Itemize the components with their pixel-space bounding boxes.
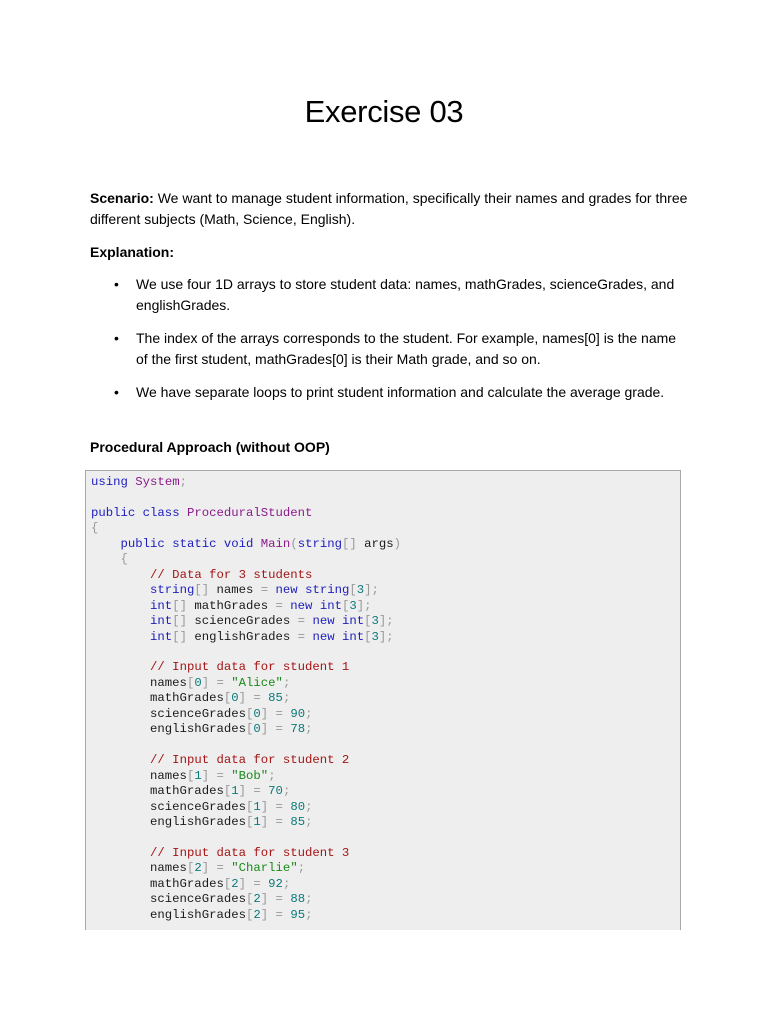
code-block[interactable] bbox=[85, 470, 681, 930]
code-line bbox=[91, 691, 290, 705]
code-token bbox=[268, 707, 275, 721]
code-token bbox=[268, 722, 275, 736]
code-token: [ bbox=[186, 768, 195, 783]
code-token: new bbox=[290, 598, 313, 613]
code-token: 88 bbox=[290, 892, 306, 907]
code-token: // Input data for student 3 bbox=[150, 845, 350, 860]
list-item bbox=[90, 274, 680, 316]
scenario-label: Scenario: bbox=[90, 190, 154, 206]
code-token: [ bbox=[186, 861, 195, 876]
code-token: = bbox=[275, 706, 283, 721]
code-token: public bbox=[91, 505, 136, 520]
code-token: [] bbox=[172, 614, 187, 629]
code-token: [ bbox=[223, 876, 232, 891]
code-line bbox=[91, 568, 312, 582]
code-token bbox=[268, 800, 275, 814]
code-token: new bbox=[312, 614, 335, 629]
code-token bbox=[91, 614, 150, 628]
code-line bbox=[91, 614, 394, 628]
code-token: ; bbox=[282, 784, 291, 799]
code-line bbox=[91, 769, 276, 783]
code-token: 1 bbox=[253, 814, 261, 829]
code-token: ; bbox=[282, 675, 291, 690]
code-token bbox=[253, 537, 260, 551]
code-token bbox=[209, 769, 216, 783]
code-token: ] bbox=[238, 691, 246, 706]
code-line bbox=[91, 861, 305, 875]
code-token: names bbox=[91, 675, 187, 690]
code-token: 0 bbox=[231, 691, 239, 706]
code-token: [ bbox=[245, 814, 254, 829]
code-token: [] bbox=[172, 629, 187, 644]
scenario-paragraph bbox=[90, 188, 690, 230]
code-token: [ bbox=[245, 722, 254, 737]
code-token bbox=[209, 676, 216, 690]
code-token: = bbox=[253, 876, 261, 891]
code-token: = bbox=[275, 907, 283, 922]
code-token: 85 bbox=[268, 691, 283, 706]
code-token: mathGrades bbox=[186, 598, 276, 613]
code-token: 2 bbox=[253, 892, 261, 907]
code-token: // Data for 3 students bbox=[150, 567, 313, 582]
code-text bbox=[86, 471, 680, 923]
code-line bbox=[91, 892, 312, 906]
list-item-text: The index of the arrays corresponds to the student. For example, names[0] is the name of the first student, mathGrades[0] is their Math grade, and so on. bbox=[136, 330, 677, 367]
code-token: ] bbox=[238, 876, 246, 891]
code-token: names bbox=[91, 768, 187, 783]
code-token: [] bbox=[172, 598, 187, 613]
code-token: = bbox=[275, 814, 283, 829]
code-token: [ bbox=[223, 784, 232, 799]
code-token: 78 bbox=[290, 722, 306, 737]
code-token: ; bbox=[305, 706, 313, 721]
code-line bbox=[91, 552, 128, 566]
code-token: [ bbox=[364, 629, 372, 644]
code-token: ( bbox=[290, 536, 298, 551]
code-token: Main bbox=[260, 536, 291, 551]
code-token bbox=[312, 599, 319, 613]
code-token: englishGrades bbox=[91, 814, 246, 829]
code-token: ] bbox=[260, 907, 269, 922]
code-line bbox=[91, 599, 372, 613]
code-token: args bbox=[356, 536, 394, 551]
code-token: string bbox=[305, 583, 350, 598]
bullet-icon: • bbox=[114, 276, 119, 292]
code-token: [ bbox=[245, 799, 254, 814]
code-token: names bbox=[209, 583, 261, 598]
code-token: ; bbox=[305, 722, 313, 737]
code-token: 1 bbox=[253, 799, 261, 814]
code-line bbox=[91, 815, 312, 829]
code-line bbox=[91, 753, 349, 767]
code-token: ] bbox=[260, 706, 269, 721]
code-token: [ bbox=[245, 706, 254, 721]
code-token bbox=[135, 506, 142, 520]
code-token: public bbox=[120, 536, 165, 551]
code-token: int bbox=[150, 598, 173, 613]
code-token: scienceGrades bbox=[91, 892, 246, 907]
code-line bbox=[91, 506, 312, 520]
code-token: = bbox=[275, 799, 283, 814]
code-token: static bbox=[172, 536, 217, 551]
code-token: ; bbox=[297, 861, 306, 876]
code-token bbox=[335, 630, 342, 644]
code-token: = bbox=[216, 675, 224, 690]
code-token: = bbox=[216, 861, 224, 876]
code-line bbox=[91, 660, 349, 674]
explanation-heading: Explanation: bbox=[90, 244, 175, 260]
code-token: = bbox=[275, 598, 283, 613]
code-line bbox=[91, 707, 312, 721]
code-token: { bbox=[91, 521, 99, 536]
code-line bbox=[91, 846, 349, 860]
code-token: "Charlie" bbox=[231, 861, 298, 876]
code-token: = bbox=[297, 629, 306, 644]
code-token: ] bbox=[201, 768, 210, 783]
code-token: 1 bbox=[231, 784, 239, 799]
code-line bbox=[91, 676, 290, 690]
code-token: englishGrades bbox=[91, 907, 246, 922]
code-token: 95 bbox=[290, 907, 306, 922]
code-line bbox=[91, 784, 290, 798]
code-token: 0 bbox=[194, 675, 202, 690]
code-token: int bbox=[150, 629, 173, 644]
code-line bbox=[91, 908, 312, 922]
code-token: [] bbox=[342, 536, 357, 551]
code-line bbox=[91, 583, 379, 597]
code-token: ; bbox=[268, 768, 276, 783]
code-token bbox=[180, 506, 187, 520]
code-token: 2 bbox=[231, 876, 239, 891]
list-item bbox=[90, 328, 680, 370]
code-token: int bbox=[341, 614, 365, 629]
code-token: new bbox=[312, 629, 335, 644]
code-token: ; bbox=[305, 907, 313, 922]
code-token: 3 bbox=[349, 598, 357, 613]
code-token: 2 bbox=[253, 907, 261, 922]
code-token: mathGrades bbox=[91, 784, 224, 799]
code-token: ; bbox=[282, 691, 291, 706]
code-line bbox=[91, 521, 98, 535]
code-token: [] bbox=[194, 583, 210, 598]
code-token: [ bbox=[245, 892, 254, 907]
code-token: [ bbox=[364, 614, 372, 629]
code-token: [ bbox=[245, 907, 254, 922]
code-token: 0 bbox=[253, 722, 261, 737]
code-token: ] bbox=[201, 861, 210, 876]
code-token: 2 bbox=[194, 861, 202, 876]
code-token: ] bbox=[260, 892, 269, 907]
code-token: ] bbox=[260, 799, 269, 814]
code-token: ]; bbox=[356, 598, 372, 613]
code-token: names bbox=[91, 861, 187, 876]
code-token bbox=[91, 537, 121, 551]
code-token: string bbox=[297, 536, 342, 551]
code-token: new bbox=[275, 583, 298, 598]
code-token bbox=[91, 660, 150, 674]
code-line bbox=[91, 877, 290, 891]
code-token: "Alice" bbox=[231, 675, 283, 690]
code-token: ] bbox=[260, 722, 269, 737]
code-token: englishGrades bbox=[186, 629, 298, 644]
code-token: // Input data for student 1 bbox=[150, 660, 350, 675]
list-item-text: We have separate loops to print student information and calculate the average grade. bbox=[136, 384, 665, 400]
code-token: = bbox=[253, 784, 261, 799]
code-token: 3 bbox=[371, 629, 379, 644]
code-line bbox=[91, 800, 312, 814]
code-token: { bbox=[120, 552, 128, 567]
code-token: int bbox=[150, 614, 173, 629]
code-token bbox=[91, 753, 150, 767]
code-token: 1 bbox=[194, 768, 202, 783]
code-token: ; bbox=[305, 814, 313, 829]
page-title: Exercise 03 bbox=[304, 94, 464, 129]
explanation-list bbox=[90, 274, 680, 415]
code-line bbox=[91, 475, 187, 489]
code-token bbox=[91, 552, 121, 566]
code-token: ]; bbox=[378, 629, 394, 644]
code-token: = bbox=[297, 614, 306, 629]
code-token: [ bbox=[186, 675, 195, 690]
code-token: scienceGrades bbox=[91, 799, 246, 814]
code-token: ]; bbox=[378, 614, 394, 629]
code-token: System bbox=[135, 475, 180, 489]
code-token: ] bbox=[201, 675, 210, 690]
code-line bbox=[91, 537, 401, 551]
code-token: int bbox=[319, 598, 342, 613]
code-token: class bbox=[142, 505, 180, 520]
code-token bbox=[268, 908, 275, 922]
code-token: [ bbox=[341, 598, 350, 613]
bullet-icon: • bbox=[114, 384, 119, 400]
bullet-icon: • bbox=[114, 330, 119, 346]
code-token bbox=[91, 846, 150, 860]
procedural-heading: Procedural Approach (without OOP) bbox=[90, 439, 330, 455]
code-line bbox=[91, 630, 394, 644]
code-token: = bbox=[275, 722, 283, 737]
code-token: englishGrades bbox=[91, 722, 246, 737]
code-token: [ bbox=[349, 583, 357, 598]
code-token bbox=[91, 599, 150, 613]
code-token bbox=[268, 815, 275, 829]
list-item-text: We use four 1D arrays to store student data: names, mathGrades, scienceGrades, and englishGrades. bbox=[136, 276, 675, 313]
code-token: ; bbox=[179, 475, 187, 489]
code-token bbox=[216, 537, 223, 551]
code-token: 3 bbox=[371, 614, 379, 629]
code-token bbox=[268, 892, 275, 906]
code-token bbox=[298, 583, 305, 597]
code-token: 70 bbox=[268, 784, 283, 799]
code-token: ] bbox=[260, 814, 269, 829]
code-token: 90 bbox=[290, 706, 306, 721]
code-token: int bbox=[341, 629, 365, 644]
list-item bbox=[90, 382, 680, 403]
code-token: ; bbox=[282, 876, 291, 891]
code-token: ] bbox=[238, 784, 246, 799]
code-token bbox=[209, 861, 216, 875]
code-token bbox=[91, 583, 150, 597]
code-token bbox=[335, 614, 342, 628]
code-token: using bbox=[91, 475, 128, 489]
code-line bbox=[91, 722, 312, 736]
code-token: = bbox=[216, 768, 224, 783]
code-token: = bbox=[253, 691, 261, 706]
code-token: mathGrades bbox=[91, 876, 224, 891]
code-token bbox=[91, 568, 150, 582]
code-token: ; bbox=[305, 892, 313, 907]
code-token: ) bbox=[393, 536, 402, 551]
code-token bbox=[268, 583, 275, 597]
code-token: "Bob" bbox=[231, 768, 269, 783]
code-token: 80 bbox=[290, 799, 306, 814]
code-token: scienceGrades bbox=[91, 706, 246, 721]
code-token: string bbox=[150, 583, 195, 598]
code-token: ; bbox=[305, 799, 313, 814]
code-token: 0 bbox=[253, 706, 261, 721]
code-token: 85 bbox=[290, 814, 306, 829]
code-token: // Input data for student 2 bbox=[150, 753, 350, 768]
code-token: scienceGrades bbox=[186, 614, 298, 629]
code-token: void bbox=[223, 536, 254, 551]
scenario-text: We want to manage student information, specifically their names and grades for three different subjects (Math, Science, English). bbox=[90, 190, 688, 227]
code-token: = bbox=[260, 583, 269, 598]
code-token: 92 bbox=[268, 876, 283, 891]
code-token: = bbox=[275, 892, 283, 907]
code-token: 3 bbox=[356, 583, 365, 598]
code-token: ProceduralStudent bbox=[186, 505, 313, 520]
code-token: ]; bbox=[364, 583, 379, 598]
code-token: [ bbox=[223, 691, 232, 706]
code-token: mathGrades bbox=[91, 691, 224, 706]
code-token bbox=[91, 630, 150, 644]
